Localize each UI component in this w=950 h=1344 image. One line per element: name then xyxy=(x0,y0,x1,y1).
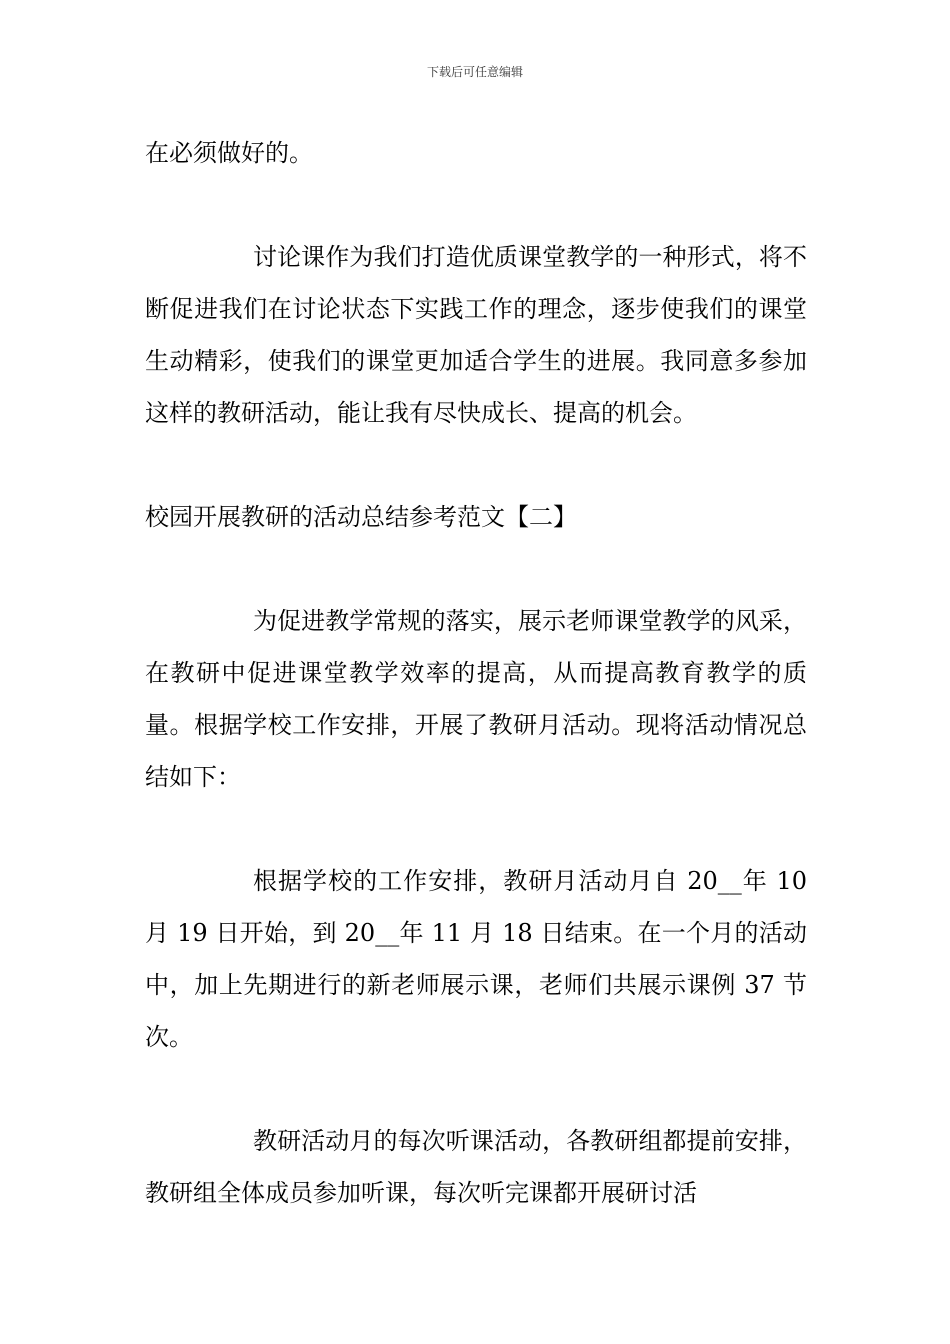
paragraph-spacer xyxy=(145,1063,807,1115)
paragraph-discussion-class: 讨论课作为我们打造优质课堂教学的一种形式，将不断促进我们在讨论状态下实践工作的理念，逐步使我们的课堂生动精彩，使我们的课堂更加适合学生的进展。我同意多参加这样的教研活动，能让我有尽快成长、提高的机会。 xyxy=(145,243,807,427)
section-title: 校园开展教研的活动总结参考范文【二】 xyxy=(145,503,577,531)
paragraph-continuation: 在必须做好的。 xyxy=(145,139,313,167)
page-header-note: 下载后可任意编辑 xyxy=(426,65,523,79)
paragraph-spacer xyxy=(145,543,807,595)
document-body xyxy=(145,127,807,1219)
paragraph-activities: 教研活动月的每次听课活动，各教研组都提前安排，教研组全体成员参加听课，每次听完课都开展研讨活 xyxy=(145,1127,807,1207)
paragraph-purpose: 为促进教学常规的落实，展示老师课堂教学的风采，在教研中促进课堂教学效率的提高，从而提高教育教学的质量。根据学校工作安排，开展了教研月活动。现将活动情况总结如下： xyxy=(145,607,807,791)
paragraph-spacer xyxy=(145,439,807,491)
paragraph-spacer xyxy=(145,179,807,231)
paragraph-schedule: 根据学校的工作安排，教研月活动月自 20__年 10 月 19 日开始，到 20__年 11 月 18 日结束。在一个月的活动中，加上先期进行的新老师展示课，老师们共展示课例 37 节次。 xyxy=(145,867,807,1051)
paragraph-spacer xyxy=(145,803,807,855)
